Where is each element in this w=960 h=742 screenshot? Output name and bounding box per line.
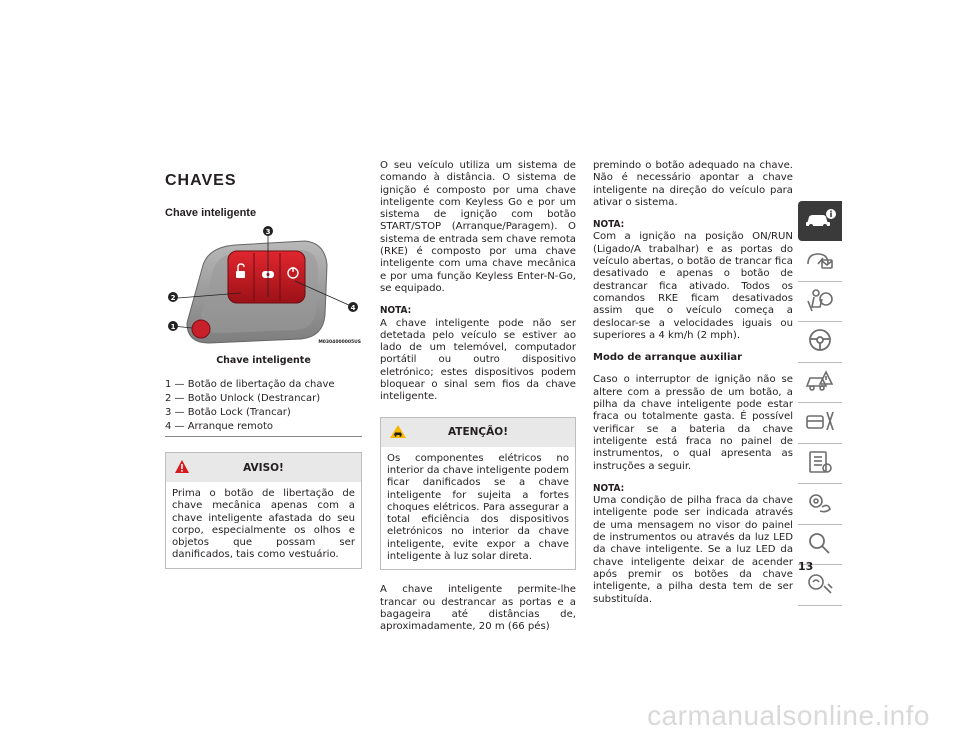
car-crash-icon xyxy=(804,368,836,398)
figure-legend xyxy=(165,378,362,434)
checklist-icon xyxy=(804,449,836,479)
warning-title: AVISO! xyxy=(243,461,284,474)
callout-4: 4 xyxy=(350,304,356,312)
warning-box xyxy=(165,452,362,569)
tab-specifications[interactable] xyxy=(798,485,842,525)
service-tools-icon xyxy=(804,408,836,438)
intro-paragraph: O seu veículo utiliza um sistema de comando à distância. O sistema de ignição é composto por uma chave inteligente com Keyless Go e por um sistema de ignição com botão START/STOP (Arranque/Paragem). O sistema de entrada sem chave remota (RKE) é composto por uma chave inteligente com uma chave mecânica e por uma função Keyless Enter-N-Go, se equipado. xyxy=(380,160,576,294)
figure-caption: Chave inteligente xyxy=(216,355,311,366)
car-info-icon xyxy=(804,208,836,234)
note-label: NOTA: xyxy=(380,305,412,317)
tab-index[interactable] xyxy=(798,525,842,565)
note-text: Uma condição de pilha fraca da chave inteligente pode ser indicada através de uma mensagem no visor do painel de instrumentos ou através da luz LED da chave inteligente. Se a luz LED da chave inteligente deixar de acender após premir os botões da chave inteligente, a pilha desta tem de ser substituída. xyxy=(593,495,793,605)
tab-emergency[interactable] xyxy=(798,363,842,403)
search-icon xyxy=(804,530,836,560)
divider xyxy=(165,436,362,437)
callout-1: 1 xyxy=(170,323,176,331)
note-text: A chave inteligente pode não ser detetada pelo veículo se estiver ao lado de um telemóvel, computador portátil ou outro dispositivo eletrónico; estes dispositivos podem bloquear o sinal sem fios da chave inteligente. xyxy=(380,317,576,403)
legend-item: 1 — Botão de libertação da chave xyxy=(165,379,335,390)
smart-key-illustration xyxy=(165,225,362,353)
tab-car-info[interactable] xyxy=(798,201,842,241)
range-paragraph: A chave inteligente permite-lhe trancar ou destrancar as portas e a bagageira até distâncias de, aproximadamente, 20 m (66 pés) xyxy=(380,584,576,633)
callout-2: 2 xyxy=(170,294,176,302)
page-number: 13 xyxy=(798,560,814,573)
auxiliary-start-paragraph: Caso o interruptor de ignição não se altere com a pressão de um botão, a pilha da chave inteligente pode estar fraca ou totalmente gasta. É possível verificar se a bateria da chave inteligente está fraca no painel de instrumentos, o qual apresenta as instruções a seguir. xyxy=(593,374,793,472)
right-column xyxy=(593,160,793,606)
caution-text: Os componentes elétricos no interior da chave inteligente podem ficar danificados se a chave inteligente for sujeita a fortes choques elétricos. Para assegurar a total eficiência dos dispositivos eletrónicos no interior da chave inteligente, evite expor a chave inteligente à luz solar direta. xyxy=(387,452,569,563)
note-label: NOTA: xyxy=(593,482,625,494)
specifications-icon xyxy=(804,489,836,519)
smart-key-figure xyxy=(165,225,362,353)
caution-box xyxy=(380,417,576,571)
subsection-title: Chave inteligente xyxy=(165,207,257,219)
section-title: CHAVES xyxy=(165,172,237,189)
tab-steering[interactable] xyxy=(798,323,842,363)
dashboard-icon xyxy=(804,246,836,276)
legend-item: 3 — Botão Lock (Trancar) xyxy=(165,407,291,418)
caution-title: ATENÇÃO! xyxy=(448,426,508,439)
continued-paragraph: premindo o botão adequado na chave. Não é necessário apontar a chave inteligente na direção do veículo para ativar o sistema. xyxy=(593,160,793,208)
chapter-tabs xyxy=(798,201,842,606)
callout-3: 3 xyxy=(265,228,271,236)
airbag-icon xyxy=(804,287,836,317)
note-text: Com a ignição na posição ON/RUN (Ligado/A trabalhar) e as portas do veículo abertas, o botão de trancar fica desativado e apenas o botão de destrancar fica ativado. Todos os comandos RKE ficam desativados assim que o veículo começa a deslocar-se a velocidades iguais ou superiores a 4 km/h (2 mph). xyxy=(593,231,793,341)
tab-service[interactable] xyxy=(798,404,842,444)
multimedia-icon xyxy=(804,570,836,600)
warning-text: Prima o botão de libertação de chave mecânica apenas com a chave inteligente afastada do seu corpo, especialmente os olhos e objetos que possam ser danificados, tais como vestuário. xyxy=(172,488,355,561)
footer-watermark: carmanualsonline.info xyxy=(647,700,930,731)
subheading: Modo de arranque auxiliar xyxy=(593,352,743,364)
tab-maintenance[interactable] xyxy=(798,444,842,484)
steering-wheel-icon xyxy=(804,327,836,357)
caution-header xyxy=(381,418,575,447)
tab-airbag[interactable] xyxy=(798,282,842,322)
legend-item: 2 — Botão Unlock (Destrancar) xyxy=(165,393,321,404)
tab-dashboard[interactable] xyxy=(798,242,842,282)
legend-item: 4 — Arranque remoto xyxy=(165,421,274,432)
warning-triangle-icon xyxy=(174,459,190,477)
note-label: NOTA: xyxy=(593,219,625,231)
middle-column xyxy=(380,160,576,634)
left-column xyxy=(165,160,362,569)
figure-code: M0304000005US xyxy=(318,340,361,345)
caution-car-icon xyxy=(389,424,407,442)
warning-header xyxy=(166,453,361,482)
